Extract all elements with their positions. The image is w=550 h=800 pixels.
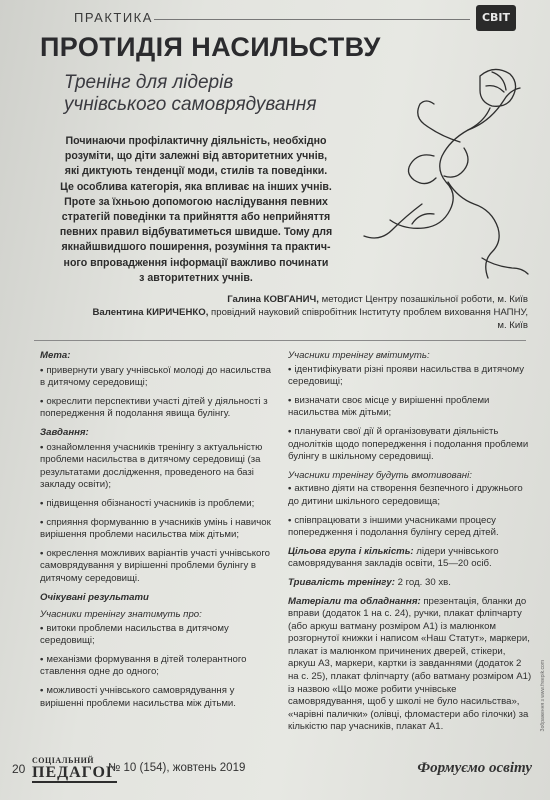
lead-line: розуміти, що діти залежні від авторитетних учнів,: [64, 150, 328, 163]
bullet: •: [40, 364, 44, 376]
list-item-text: привернути увагу учнівської молоді до насильства в дитячому середовищі;: [40, 364, 271, 389]
list-item: [40, 517, 274, 542]
list-item-text: ідентифікувати різні прояви насильства в дитячому середовищі;: [288, 363, 524, 388]
list-item-text: активно діяти на створення безпечного і дружнього до дитини шкільного середовища;: [288, 483, 523, 507]
target-group: [288, 546, 532, 571]
page-title: ПРОТИДІЯ НАСИЛЬСТВУ: [40, 32, 381, 62]
lead-line: якнайшвидшого поширення, розуміння та практич-: [61, 241, 331, 254]
issue-info: № 10 (154), жовтень 2019: [108, 762, 246, 774]
magazine-name-top: СОЦІАЛЬНИЙ: [32, 756, 95, 765]
author-2-name: Валентина: [92, 307, 144, 318]
author-1-name: Галина: [227, 294, 261, 305]
list-item-text: механізми формування в дітей толерантного ставлення одне до одного;: [40, 653, 247, 678]
rubric-label: Формуємо освіту: [417, 760, 532, 776]
author-1: [58, 293, 528, 306]
lead-line: які диктують тенденції моди, стилів та поведінки.: [64, 165, 328, 178]
lead-line: стратегій поведінки та прийняття або неприйняття: [61, 211, 331, 224]
list-item: [288, 395, 532, 420]
target-value: лідери учнівського самоврядування закладів освіти, 15—20 осіб.: [288, 545, 499, 570]
list-item: [40, 442, 274, 492]
magazine-name-bottom: ПЕДАГОГ: [32, 764, 118, 781]
section-label: ПРАКТИКА: [74, 10, 153, 25]
magazine-logo: [476, 5, 516, 31]
lead-paragraph: [40, 134, 352, 286]
left-column: [40, 350, 274, 716]
bullet: •: [40, 547, 44, 559]
magazine-name: [32, 756, 117, 783]
list-item: [40, 396, 274, 421]
bullet: •: [288, 514, 292, 526]
bullet: •: [288, 394, 292, 406]
lead-line: з авторитетних учнів.: [139, 271, 253, 284]
header-rule: [34, 340, 526, 341]
bullet: •: [288, 425, 292, 437]
page-number: 20: [12, 762, 26, 776]
section-divider: [154, 19, 470, 20]
author-1-role: методист Центру позашкільної роботи, м. Київ: [321, 294, 528, 305]
lead-line: Це особлива категорія, яка впливає на інших учнів.: [60, 180, 332, 193]
materials-value: презентація, бланки до вправи (додаток 1 на с. 24), ручки, плакат фліпчарту (або аркуш ватману розміром А1) із малюнком розгорнутої книжки і написом «Наш Статут», маркери, плакат із малюнком причинених дверей, стікери, аркуш А3, маркери, картки із завданнями (додаток 2 на с. 25), плакат фліпчарту (або ватману розміром А1) із назвою «Що може робити учнівське самоврядування, щоб у школі не було насильства», «чарівні палички» (олівці, фломастери або гілочки) за кількістю пар учасників, плакат А1.: [288, 595, 532, 733]
list-item: [40, 654, 274, 679]
bullet: •: [40, 685, 44, 697]
duration: [288, 577, 532, 590]
materials-label: Матеріали та обладнання:: [288, 595, 421, 607]
bullet: •: [288, 483, 292, 495]
list-item-text: можливості учнівського самоврядування у вирішенні проблеми насильства між дітьми.: [40, 685, 236, 709]
results-heading: Очікувані результати: [40, 591, 149, 603]
lead-line: певних правил відбуватиметься швидше. Тому для: [59, 226, 333, 239]
list-item-text: окреслити перспективи участі дітей у діяльності з попередження й подолання явища булінгу.: [40, 395, 268, 420]
author-2-city: м. Київ: [497, 320, 528, 331]
list-item-text: витоки проблеми насильства в дитячому середовищі;: [40, 622, 229, 647]
list-item: [288, 483, 532, 508]
bullet: •: [40, 497, 44, 509]
list-item: [40, 685, 274, 710]
subtitle-line-2: учнівського самоврядування: [64, 94, 317, 115]
lead-line: Проте за їхньою допомогою наслідування певних: [64, 195, 328, 208]
motivated-heading: Учасники тренінгу будуть вмотивовані:: [288, 469, 472, 481]
bullet: •: [288, 363, 292, 375]
logo-text: СВІТ: [481, 11, 511, 24]
list-item-text: визначати своє місце у вирішенні проблеми насильства між дітьми;: [288, 394, 490, 419]
list-item-text: співпрацювати з іншими учасниками процесу попередження і подолання булінгу серед дітей.: [288, 514, 499, 539]
author-1-surname: КОВГАНИЧ,: [263, 294, 319, 305]
list-item: [288, 426, 532, 464]
bullet: •: [40, 622, 44, 634]
list-item-text: окреслення можливих варіантів участі учнівського самоврядування у вирішенні проблеми булінгу в дитячому середовищі.: [40, 547, 270, 584]
target-label: Цільова група і кількість:: [288, 545, 414, 557]
subtitle-line-1: Тренінг для лідерів: [64, 72, 234, 93]
author-2-role: провідний науковий співробітник Інституту проблем виховання НАПНУ,: [211, 307, 528, 318]
image-credit: Зображення з www.freepik.com: [540, 660, 546, 732]
list-item-text: сприяння формуванню в учасників умінь і навичок вирішення проблеми насильства між дітьми;: [40, 516, 271, 541]
list-item-text: планувати свої дії й організовувати діяльність однолітків щодо попередження і подолання проблеми булінгу в шкільному середовищі.: [288, 425, 529, 463]
duration-value: 2 год. 30 хв.: [397, 576, 451, 588]
tasks-heading: Завдання:: [40, 426, 89, 438]
list-item: [288, 515, 532, 540]
list-item: [40, 365, 274, 390]
bullet: •: [40, 395, 44, 407]
authors-block: [58, 293, 528, 332]
bullet: •: [40, 653, 44, 665]
bullet: •: [40, 441, 44, 453]
page-subtitle: [64, 72, 317, 116]
duration-label: Тривалість тренінгу:: [288, 576, 395, 588]
lead-line: Починаючи профілактичну діяльність, необхідно: [65, 135, 327, 147]
list-item: [40, 623, 274, 648]
right-column: [288, 350, 532, 734]
list-item-text: підвищення обізнаності учасників із проблеми;: [46, 497, 255, 509]
bullet: •: [40, 516, 44, 528]
author-2: [58, 306, 528, 319]
list-item-text: ознайомлення учасників тренінгу з актуальністю проблеми насильства в дитячому середовищі (за результатами дослідження, проведеного на базі закладу освіти);: [40, 441, 263, 491]
list-item: [40, 498, 274, 511]
list-item: [288, 364, 532, 389]
goal-heading: Мета:: [40, 350, 71, 361]
line-art-figure-illustration: [352, 52, 532, 284]
lead-line: ного впровадження інформації важливо починати: [63, 256, 329, 269]
list-item: [40, 548, 274, 586]
know-heading: Учасники тренінгу знатимуть про:: [40, 609, 202, 621]
author-2-surname: КИРИЧЕНКО,: [146, 307, 209, 318]
can-heading: Учасники тренінгу вмітимуть:: [288, 350, 430, 361]
materials: [288, 596, 532, 735]
